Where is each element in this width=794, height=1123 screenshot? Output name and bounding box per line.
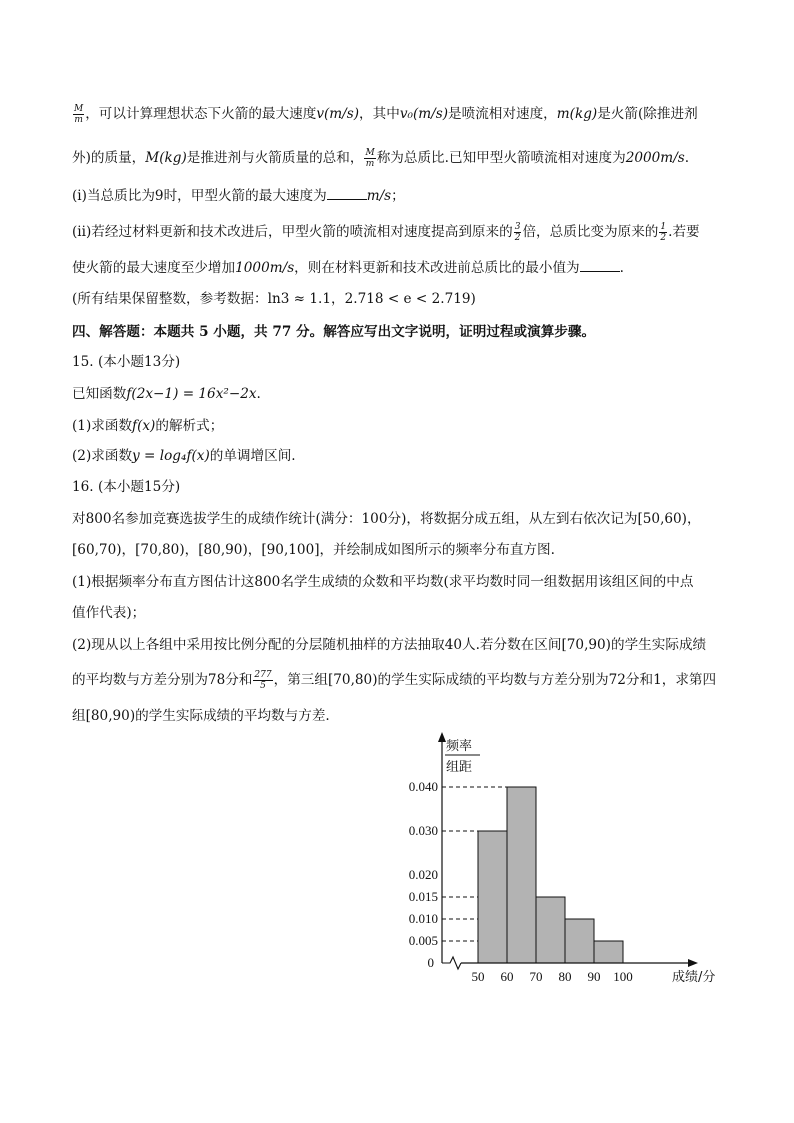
axis-break-mark [442,957,461,969]
y-tick-label-0.015: 0.015 [408,889,438,904]
p14-line1: $\frac{M}{m}$ ，可以计算理想状态下火箭的最大速度v(m/s)，其中v₀(m/s)是喷流相对速度，m(kg)是火箭(除推进剂 [74,104,698,125]
histogram-bar-[70,80) [536,897,565,963]
p16-q2-3: 组[80,90)的学生实际成绩的平均数与方差. [72,708,330,724]
frac-M-over-m: $\frac{M}{m}$ [74,104,84,125]
p14-note: (所有结果保留整数，参考数据：ln3 ≈ 1.1，2.718 < e < 2.719) [72,291,476,307]
x-tick-label-90: 90 [587,969,601,984]
frac-1-over-2: $\frac{1}{2}$ [660,222,667,243]
p16-title: 16. (本小题15分) [72,479,181,495]
p15-q2: (2)求函数y = log₄f(x)的单调增区间. [72,448,296,464]
histogram-bar-[50,60) [478,831,507,963]
x-tick-label-60: 60 [500,969,514,984]
p14-line2: 外)的质量，M(kg)是推进剂与火箭质量的总和， $\frac{M}{m}$ 称为总质比.已知甲型火箭喷流相对速度为2000m/s. [72,148,690,169]
answer-blank-2 [580,259,620,272]
frac-M-over-m-2: $\frac{M}{m}$ [365,148,375,169]
y-tick-label-0.005: 0.005 [408,933,438,948]
y-tick-label-0.010: 0.010 [408,911,438,926]
x-tick-label-70: 70 [529,969,543,984]
y-axis-arrow [438,732,446,742]
y-tick-label-0.030: 0.030 [408,823,438,838]
frac-3-over-2: $\frac{3}{2}$ [514,222,521,243]
histogram-bar-[60,70) [507,787,536,963]
p16-q2-2: 的平均数与方差分别为78分和 $\frac{277}{5}$ ，第三组[70,80)的学生实际成绩的平均数与方差分别为72分和1，求第四 [72,670,717,691]
p15-q1: (1)求函数f(x)的解析式； [72,418,224,434]
y-tick-label-0.040: 0.040 [408,779,438,794]
histogram-bar-[90,100] [594,941,623,963]
p16-q1-1: (1)根据频率分布直方图估计这800名学生成绩的众数和平均数(求平均数时同一组数据用该组区间的中点 [72,574,694,590]
frac-277-over-5: $\frac{277}{5}$ [254,670,272,691]
xlabel: 成绩/分 [672,970,716,985]
p14-part2-line1: (ii)若经过材料更新和技术改进后，甲型火箭的喷流相对速度提高到原来的 $\frac{3}{2}$ 倍，总质比变为原来的 $\frac{1}{2}$ .若要 [72,222,700,243]
p16-intro-2: [60,70)，[70,80)，[80,90)，[90,100]，并绘制成如图所示的频率分布直方图. [72,542,555,558]
p15-given: 已知函数f(2x−1) = 16x²−2x. [72,386,261,402]
x-tick-label-80: 80 [558,969,572,984]
ylabel-numerator: 频率 [446,739,473,754]
y-tick-label-0: 0 [427,955,434,970]
p15-title: 15. (本小题13分) [72,354,181,370]
x-tick-label-50: 50 [471,969,485,984]
x-axis-arrow [688,959,698,967]
p16-intro-1: 对800名参加竞赛选拔学生的成绩作统计(满分：100分)，将数据分成五组，从左到右依次记为[50,60)， [72,511,701,527]
y-tick-label-0.020: 0.020 [408,867,438,882]
x-tick-label-100: 100 [613,969,633,984]
p16-q2-1: (2)现从以上各组中采用按比例分配的分层随机抽样的方法抽取40人.若分数在区间[70,90)的学生实际成绩 [72,637,707,653]
p14-part2-line2: 使火箭的最大速度至少增加1000m/s，则在材料更新和技术改进前总质比的最小值为 . [72,260,624,276]
histogram-bar-[80,90) [565,919,594,963]
p16-q1-2: 值作代表)； [72,605,146,621]
section4-header: 四、解答题：本题共 5 小题，共 77 分。解答应写出文字说明，证明过程或演算步骤。 [72,324,596,340]
frequency-histogram [400,730,730,990]
answer-blank-1 [327,187,367,200]
ylabel-denominator: 组距 [446,760,473,775]
p14-part1: (i)当总质比为9时，甲型火箭的最大速度为 m/s； [72,188,405,204]
